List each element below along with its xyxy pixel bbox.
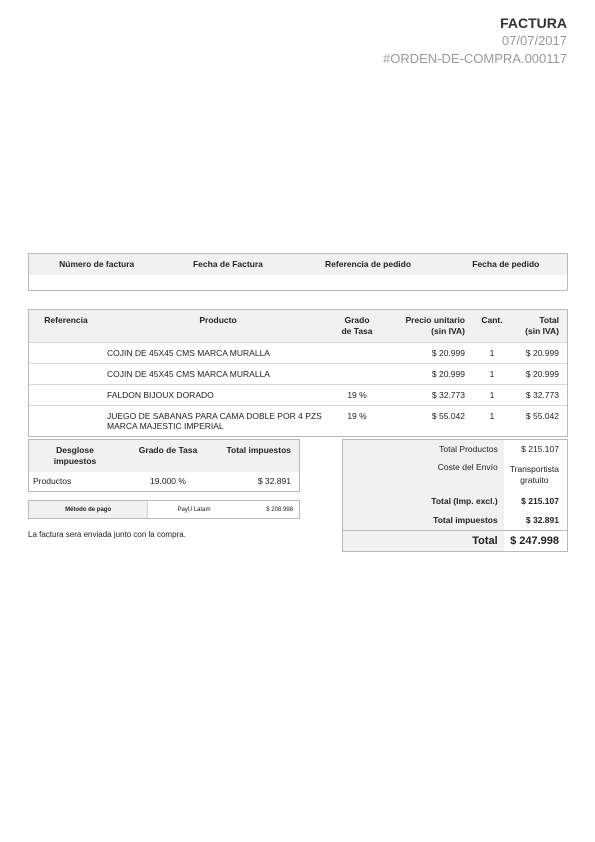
totals-table [342,439,568,552]
row-quantity: 1 [473,385,511,406]
row-tax-rate: 19 % [333,385,381,406]
row-quantity: 1 [473,406,511,437]
payment-method-table [28,500,300,519]
tax-rate-column-header: Grado de Tasa [333,310,381,343]
row-tax-rate [333,364,381,385]
invoice-header [383,14,567,68]
product-column-header: Producto [103,310,333,343]
total-column-header: Total (sin IVA) [511,310,567,343]
tax-row-total: $ 32.891 [257,476,291,486]
table-row [29,406,567,437]
row-unit-price: $ 20.999 [381,343,473,364]
unit-price-column-header: Precio unitario (sin IVA) [381,310,473,343]
order-date-header: Fecha de pedido [445,254,567,275]
tax-breakdown-header: Desglose impuestos [29,440,121,472]
tax-row-label: Productos [33,476,72,486]
row-reference [29,343,103,364]
row-product: JUEGO DE SABANAS PARA CAMA DOBLE POR 4 PZS MARCA MAJESTIC IMPERIAL [103,406,333,437]
row-unit-price: $ 55.042 [381,406,473,437]
row-product: COJIN DE 45X45 CMS MARCA MURALLA [103,343,333,364]
tax-rate-header: Grado de Tasa [121,440,215,472]
shipping-cost-value: Transportista gratuito [504,459,567,491]
invoice-number-value [29,275,164,291]
order-reference-header: Referencia de pedido [291,254,444,275]
total-taxes-label: Total impuestos [433,515,498,526]
total-excl-tax-label: Total (Imp. excl.) [431,495,498,506]
table-row [29,343,567,364]
reference-column-header: Referencia [29,310,103,343]
grand-total-value: $ 247.998 [504,531,567,551]
total-products-value: $ 215.107 [504,440,567,459]
table-row [29,472,299,491]
order-date-value [445,275,567,291]
invoice-number-header: Número de factura [29,254,164,275]
row-reference [29,385,103,406]
quantity-column-header: Cant. [473,310,511,343]
tax-row-rate: 19.000 % [150,476,186,486]
row-total: $ 32.773 [511,385,567,406]
row-quantity: 1 [473,364,511,385]
row-total: $ 20.999 [511,343,567,364]
invoice-date-value [164,275,291,291]
products-table [28,309,568,437]
row-total: $ 55.042 [511,406,567,437]
invoice-date: 07/07/2017 [501,33,567,48]
row-reference [29,406,103,437]
total-taxes-value: $ 32.891 [504,511,567,531]
invoice-note: La factura sera enviada junto con la compra. [28,530,186,539]
row-unit-price: $ 20.999 [381,364,473,385]
invoice-title: FACTURA [500,15,567,31]
row-reference [29,364,103,385]
table-row [29,364,567,385]
payment-amount: $ 208.998 [266,506,293,513]
payment-method-name: PayU Latam [177,506,211,513]
total-excl-tax-value: $ 215.107 [504,491,567,510]
row-tax-rate: 19 % [333,406,381,437]
order-reference-value [291,275,444,291]
order-reference: #ORDEN-DE-COMPRA.000117 [383,51,567,66]
table-row [29,385,567,406]
grand-total-label: Total [343,531,504,551]
row-unit-price: $ 32.773 [381,385,473,406]
row-product: COJIN DE 45X45 CMS MARCA MURALLA [103,364,333,385]
payment-method-label: Método de pago [29,501,148,518]
row-product: FALDON BIJOUX DORADO [103,385,333,406]
shipping-cost-label: Coste del Envío [437,462,498,473]
invoice-info-table [28,253,568,291]
row-quantity: 1 [473,343,511,364]
row-tax-rate [333,343,381,364]
total-products-label: Total Productos [439,444,498,455]
invoice-date-header: Fecha de Factura [164,254,291,275]
tax-breakdown-table [28,439,300,492]
total-taxes-header: Total impuestos [215,440,299,472]
row-total: $ 20.999 [511,364,567,385]
